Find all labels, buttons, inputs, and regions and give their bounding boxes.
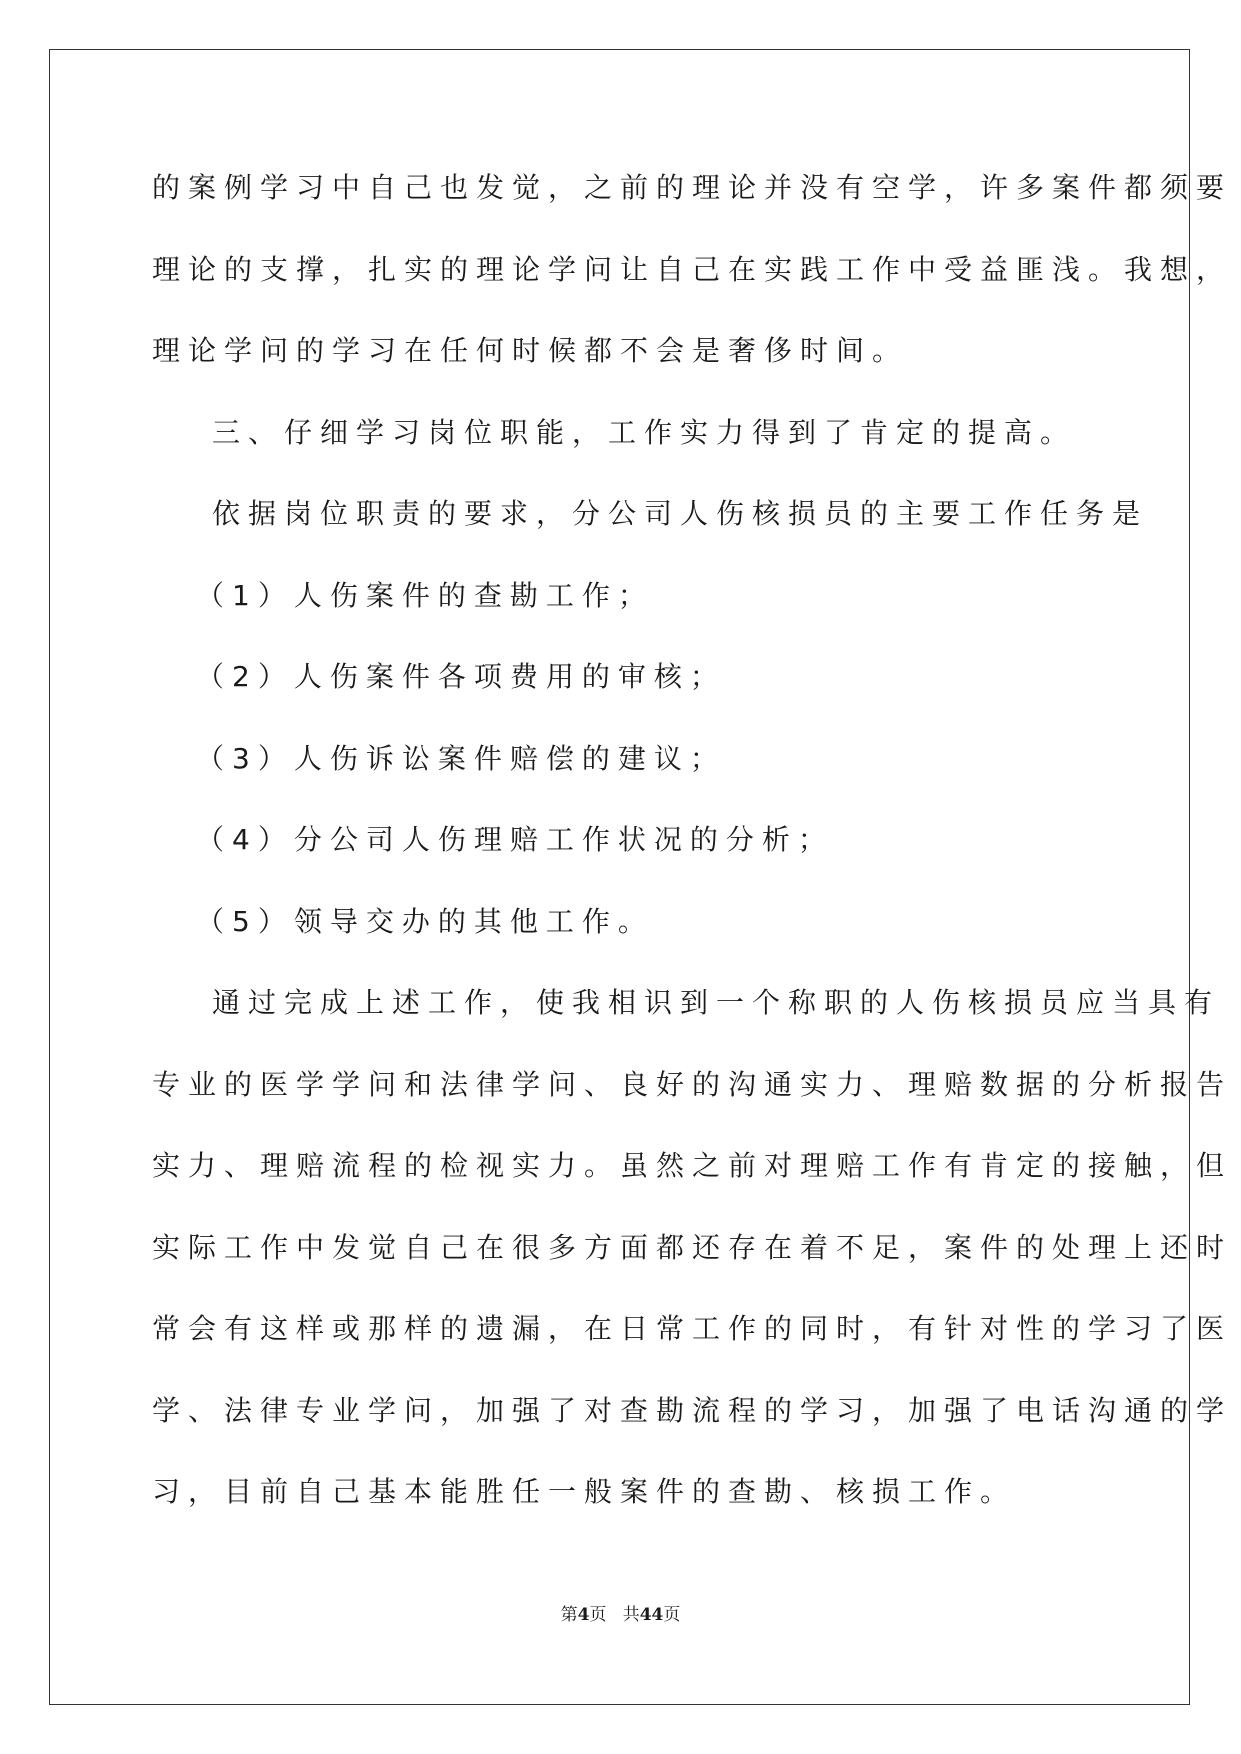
footer-page-prefix: 第 (560, 1605, 578, 1625)
paragraph-line: 专业的医学学问和法律学问、良好的沟通实力、理赔数据的分析报告 (152, 1068, 1233, 1101)
page-border (49, 49, 1190, 1705)
paragraph-line: 理论的支撑，扎实的理论学问让自己在实践工作中受益匪浅。我想， (152, 253, 1233, 286)
list-item: （4）分公司人伤理赔工作状况的分析； (196, 823, 834, 856)
footer-total-suffix: 页 (663, 1605, 681, 1625)
paragraph-line: 理论学问的学习在任何时候都不会是奢侈时间。 (152, 334, 909, 367)
page-footer (0, 1600, 1241, 1625)
footer-total-pages: 44 (639, 1605, 664, 1625)
footer-page-number: 4 (577, 1605, 590, 1625)
paragraph-line: 实力、理赔流程的检视实力。虽然之前对理赔工作有肯定的接触，但 (152, 1149, 1233, 1182)
list-item: （1）人伤案件的查勘工作； (196, 579, 654, 612)
paragraph-line: 依据岗位职责的要求，分公司人伤核损员的主要工作任务是 (212, 497, 1149, 530)
footer-total-prefix: 共 (622, 1605, 640, 1625)
list-item: （2）人伤案件各项费用的审核； (196, 660, 726, 693)
paragraph-line: 的案例学习中自己也发觉，之前的理论并没有空学，许多案件都须要 (152, 171, 1233, 204)
paragraph-line: 习，目前自己基本能胜任一般案件的查勘、核损工作。 (152, 1475, 1017, 1508)
paragraph-line: 实际工作中发觉自己在很多方面都还存在着不足，案件的处理上还时 (152, 1231, 1233, 1264)
paragraph-line: 学、法律专业学问，加强了对查勘流程的学习，加强了电话沟通的学 (152, 1394, 1233, 1427)
section-heading: 三、仔细学习岗位职能，工作实力得到了肯定的提高。 (212, 416, 1077, 449)
paragraph-line: 通过完成上述工作，使我相识到一个称职的人伤核损员应当具有 (212, 986, 1221, 1019)
list-item: （5）领导交办的其他工作。 (196, 905, 654, 938)
list-item: （3）人伤诉讼案件赔偿的建议； (196, 742, 726, 775)
footer-page-suffix: 页 (589, 1605, 607, 1625)
paragraph-line: 常会有这样或那样的遗漏，在日常工作的同时，有针对性的学习了医 (152, 1312, 1233, 1345)
